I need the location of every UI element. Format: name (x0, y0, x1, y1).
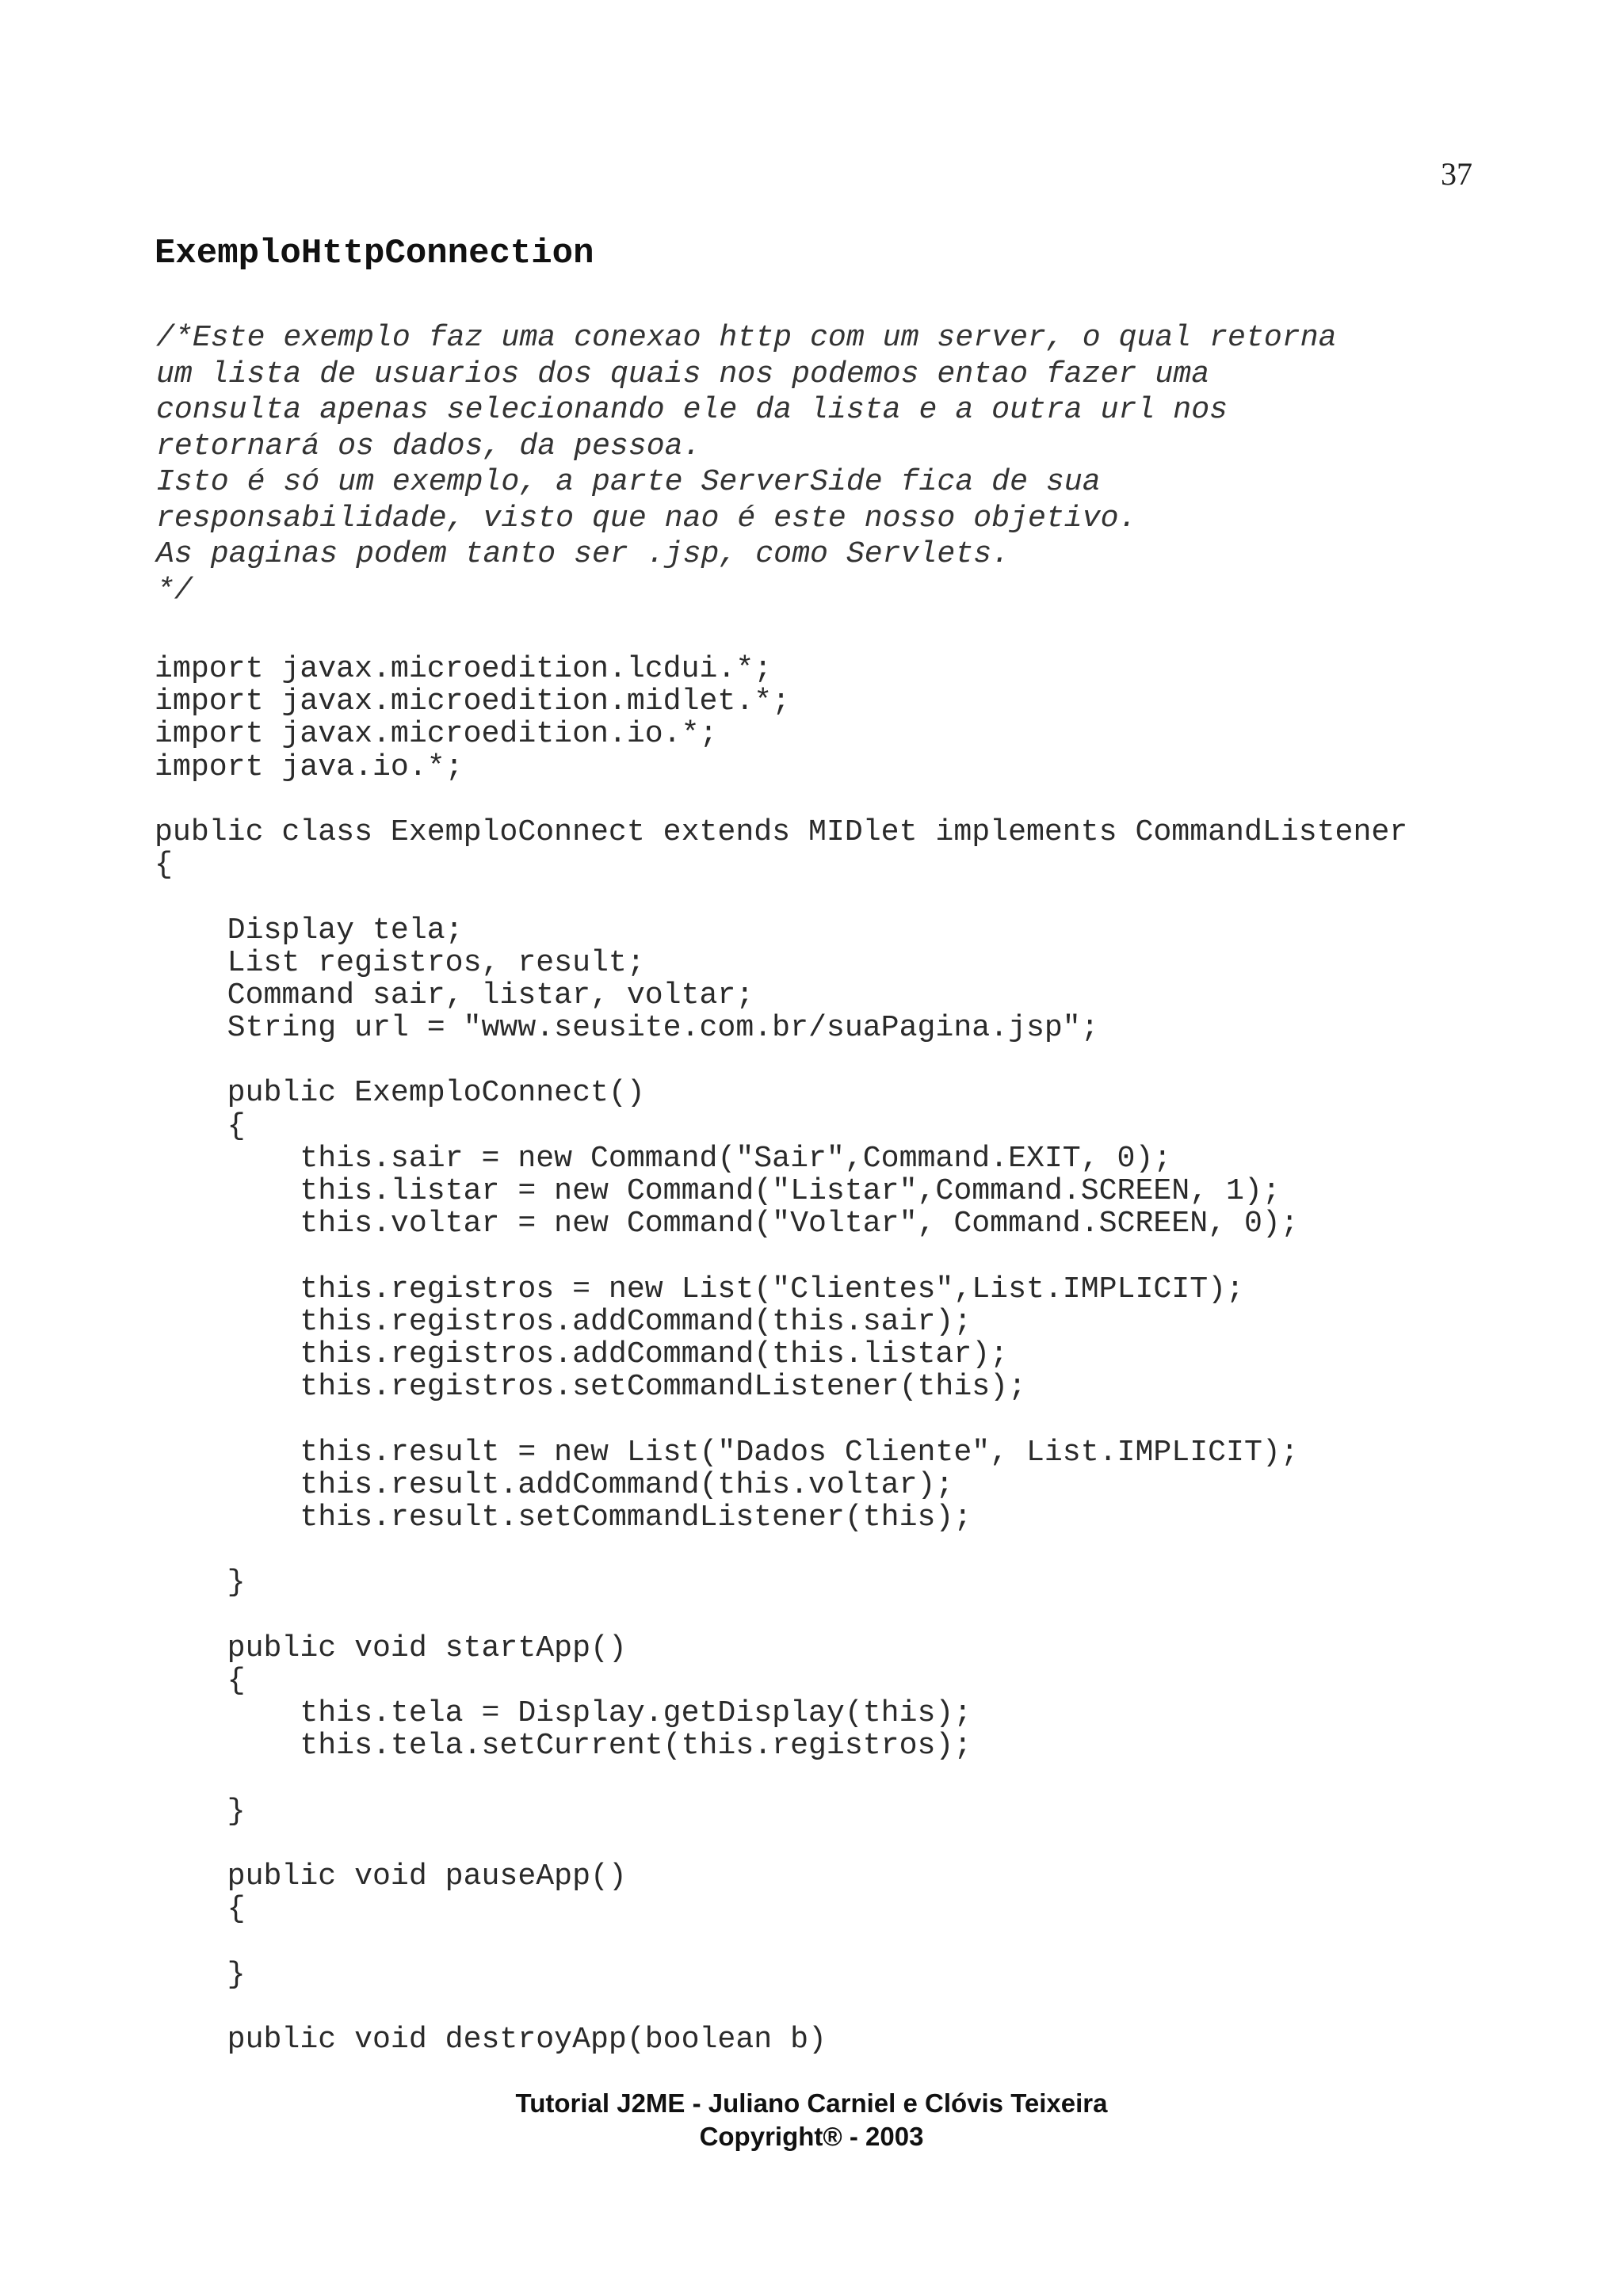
code-line (155, 1044, 1407, 1077)
code-line: { (155, 848, 173, 883)
comment-line: Isto é só um exemplo, a parte ServerSide fica de sua (156, 465, 1101, 499)
code-line: List registros, result; (155, 945, 645, 980)
footer-copyright: Copyright® - 2003 (699, 2122, 924, 2151)
code-line: public void pauseApp() (155, 1859, 627, 1894)
comment-line: As paginas podem tanto ser .jsp, como Servlets. (156, 537, 1010, 571)
code-line: this.sair = new Command("Sair",Command.EXIT, 0); (155, 1141, 1172, 1176)
code-line: this.registros.addCommand(this.listar); (155, 1337, 1009, 1371)
code-line: import javax.microedition.io.*; (155, 717, 718, 752)
code-line (155, 1828, 1407, 1860)
code-line: this.voltar = new Command("Voltar", Command.SCREEN, 0); (155, 1207, 1299, 1241)
code-line: this.registros.setCommandListener(this); (155, 1370, 1026, 1405)
comment-line: /*Este exemplo faz uma conexao http com um server, o qual retorna (156, 321, 1337, 355)
code-line: this.result.addCommand(this.voltar); (155, 1467, 954, 1502)
code-line: { (155, 1663, 246, 1698)
code-line: this.result = new List("Dados Cliente", List.IMPLICIT); (155, 1435, 1299, 1470)
code-line (155, 881, 1407, 913)
code-line: Display tela; (155, 913, 464, 948)
code-listing (155, 653, 1407, 2056)
comment-line: responsabilidade, visto que nao é este nosso objetivo. (156, 501, 1137, 536)
code-line: import javax.microedition.lcdui.*; (155, 652, 773, 686)
code-line: this.registros.addCommand(this.sair); (155, 1304, 972, 1339)
code-line: this.registros = new List("Clientes",List.IMPLICIT); (155, 1272, 1244, 1306)
code-line (155, 1991, 1407, 2023)
code-line: this.result.setCommandListener(this); (155, 1500, 972, 1535)
code-line: public void destroyApp(boolean b) (155, 2022, 827, 2057)
code-line (155, 1762, 1407, 1794)
code-line: public class ExemploConnect extends MIDlet implements CommandListener (155, 814, 1408, 849)
code-line (155, 1534, 1407, 1566)
comment-line: */ (156, 573, 193, 608)
code-line: Command sair, listar, voltar; (155, 978, 754, 1013)
page-footer (0, 2087, 1623, 2153)
comment-line: um lista de usuarios dos quais nos podemos entao fazer uma (156, 357, 1210, 391)
code-line: { (155, 1892, 246, 1927)
code-line: } (155, 1794, 246, 1829)
code-line: import javax.microedition.midlet.*; (155, 685, 791, 719)
code-comment-block (156, 320, 1337, 608)
code-line: } (155, 1957, 246, 1992)
comment-line: retornará os dados, da pessoa. (156, 429, 701, 463)
code-line: public ExemploConnect() (155, 1076, 645, 1111)
footer-title: Tutorial J2ME - Juliano Carniel e Clóvis Teixeira (515, 2088, 1108, 2118)
code-line (155, 1925, 1407, 1958)
code-line (155, 1599, 1407, 1631)
code-line: import java.io.*; (155, 749, 464, 784)
code-line (155, 1403, 1407, 1436)
code-line: public void startApp() (155, 1630, 627, 1665)
code-line: { (155, 1108, 246, 1143)
code-line: this.tela.setCurrent(this.registros); (155, 1729, 972, 1764)
code-line: this.listar = new Command("Listar",Command.SCREEN, 1); (155, 1174, 1281, 1208)
code-line (155, 784, 1407, 816)
code-line: String url = "www.seusite.com.br/suaPagina.jsp"; (155, 1011, 1099, 1046)
code-line: } (155, 1566, 246, 1600)
comment-line: consulta apenas selecionando ele da lista e a outra url nos (156, 393, 1228, 427)
code-line (155, 1240, 1407, 1272)
page-number: 37 (1441, 156, 1472, 192)
code-line: this.tela = Display.getDisplay(this); (155, 1696, 972, 1730)
section-title: ExemploHttpConnection (155, 234, 594, 273)
